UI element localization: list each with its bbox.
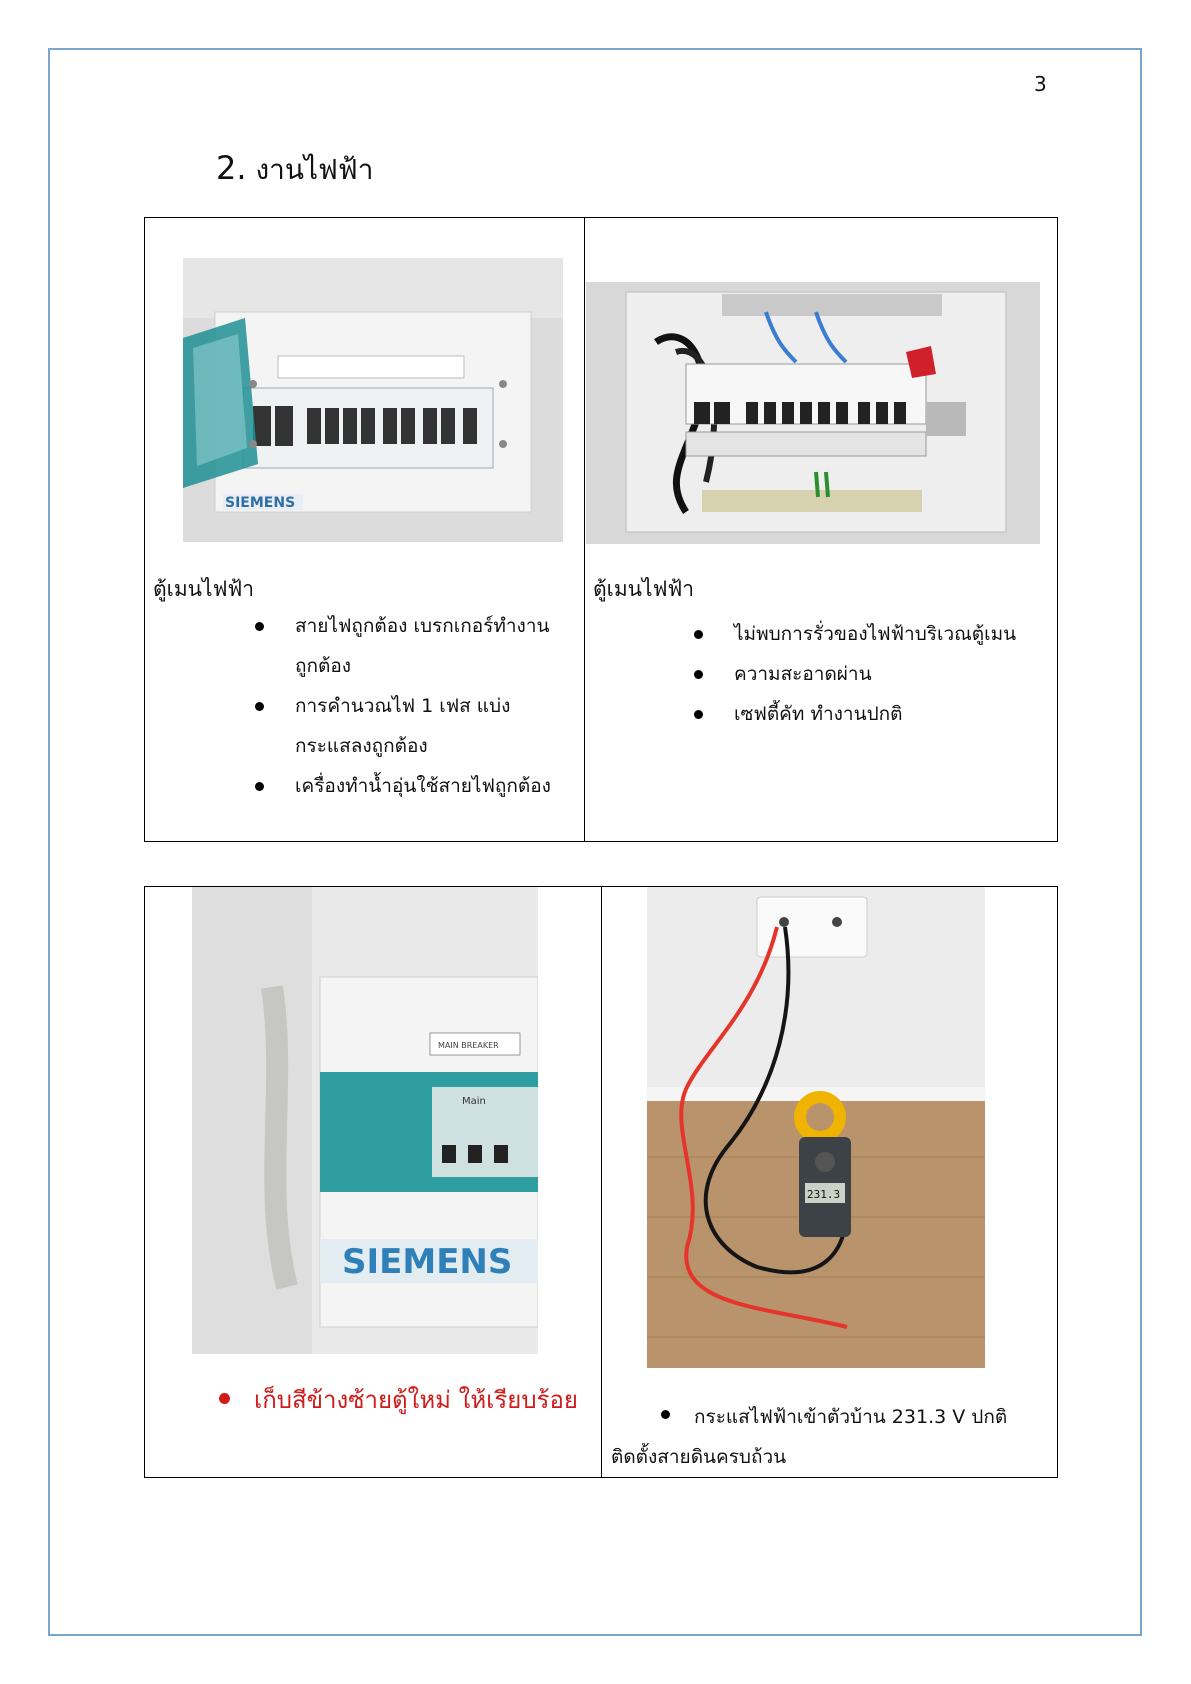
list-item: เซฟตี้คัท ทำงานปกติ	[694, 694, 1034, 734]
section-title-text: งานไฟฟ้า	[255, 153, 374, 186]
repair-note: เก็บสีข้างซ้ายตู้ใหม่ ให้เรียบร้อย	[219, 1380, 578, 1419]
photo-label-main: Main	[462, 1096, 486, 1107]
bullet-list-left	[255, 606, 555, 806]
list-item: ไม่พบการรั่วของไฟฟ้าบริเวณตู้เมน	[694, 614, 1034, 654]
photo-label-breaker: MAIN BREAKER	[438, 1041, 499, 1050]
grounding-note: ติดตั้งสายดินครบถ้วน	[611, 1446, 787, 1468]
table-2-divider	[601, 887, 602, 1477]
photo-main-panel-closed	[183, 258, 563, 542]
photo-cabinet-side-wall	[192, 887, 538, 1354]
section-title	[216, 148, 373, 192]
section-number: 2.	[216, 149, 247, 187]
photo-voltage-measurement	[647, 887, 985, 1368]
voltage-note	[611, 1397, 1051, 1437]
photo-brand-label: SIEMENS	[225, 495, 296, 511]
inspection-table-1	[144, 217, 1058, 842]
bullet-list-right	[694, 614, 1034, 734]
table-1-divider	[584, 218, 585, 841]
photo-brand-label: SIEMENS	[342, 1242, 513, 1282]
caption-right: ตู้เมนไฟฟ้า	[593, 577, 695, 601]
inspection-table-2	[144, 886, 1058, 1478]
list-item: เครื่องทำน้ำอุ่นใช้สายไฟถูกต้อง	[255, 766, 555, 806]
caption-left: ตู้เมนไฟฟ้า	[153, 577, 255, 601]
voltage-note-line1: กระแสไฟฟ้าเข้าตัวบ้าน 231.3 V ปกติ	[694, 1406, 1008, 1428]
list-item: สายไฟถูกต้อง เบรกเกอร์ทำงานถูกต้อง	[255, 606, 555, 686]
list-item: ความสะอาดผ่าน	[694, 654, 1034, 694]
photo-main-panel-open	[586, 282, 1040, 544]
bullet-dot	[661, 1410, 670, 1419]
meter-reading: 231.3	[807, 1188, 841, 1201]
page-number: 3	[1034, 72, 1047, 96]
list-item: การคำนวณไฟ 1 เฟส แบ่งกระแสลงถูกต้อง	[255, 686, 555, 766]
